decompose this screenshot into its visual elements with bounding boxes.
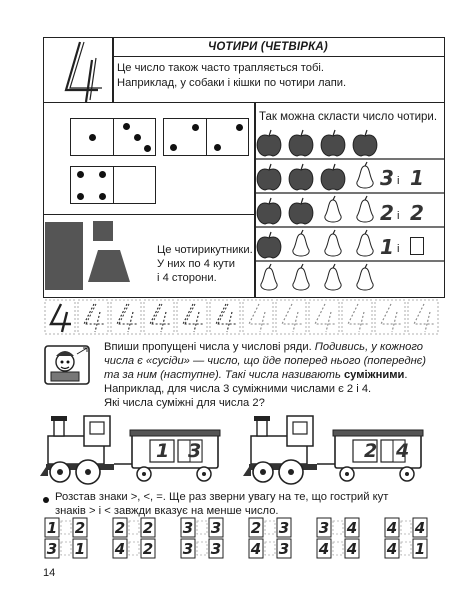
neighbors-line-3: та за ним (наступне). Такі числа називають суміжними. bbox=[104, 369, 408, 381]
apple-icon bbox=[353, 130, 377, 156]
sign-slot bbox=[333, 542, 343, 555]
train-1-wagon-left: 1 bbox=[156, 440, 170, 462]
pear-icon bbox=[325, 196, 341, 222]
header-divider bbox=[112, 37, 114, 103]
compare-digit: 4 bbox=[346, 540, 358, 558]
compare-digit: 4 bbox=[386, 519, 398, 537]
compare-digit: 3 bbox=[278, 519, 290, 537]
compare-pair[interactable] bbox=[113, 539, 155, 558]
sign-slot bbox=[129, 521, 139, 534]
neighbors-line-3-italic: та за ним (наступне). Такі числа називають bbox=[104, 369, 344, 381]
compare-pair[interactable] bbox=[317, 539, 359, 558]
apple-icon bbox=[321, 130, 345, 156]
pear-icon bbox=[293, 264, 309, 290]
writing-cell[interactable] bbox=[408, 300, 438, 334]
sign-slot bbox=[197, 542, 207, 555]
compare-digit: 4 bbox=[346, 519, 358, 537]
intro-line-2: Наприклад, у собаки і кішки по чотири лапи. bbox=[117, 77, 347, 89]
writing-cell[interactable] bbox=[177, 300, 207, 334]
compare-digit: 4 bbox=[386, 540, 398, 558]
pear-icon bbox=[261, 264, 277, 290]
pear-icon bbox=[357, 264, 373, 290]
domino-1 bbox=[70, 118, 156, 156]
compare-digit: 4 bbox=[318, 540, 330, 558]
compare-digit: 3 bbox=[182, 519, 194, 537]
writing-cell[interactable] bbox=[210, 300, 240, 334]
pear-icon bbox=[325, 264, 341, 290]
sign-slot bbox=[401, 542, 411, 555]
pear-icon bbox=[357, 162, 373, 188]
wagon bbox=[130, 430, 220, 481]
sign-slot bbox=[197, 521, 207, 534]
neighbors-line-2: числа є «сусіди» — число, що йде поперед нього (попереднє) bbox=[104, 355, 426, 367]
sign-slot bbox=[265, 521, 275, 534]
compare-pair[interactable] bbox=[249, 518, 291, 537]
shapes-line-3: і 4 сторони. bbox=[157, 272, 217, 284]
domino-3 bbox=[70, 166, 156, 204]
writing-cell[interactable] bbox=[276, 300, 306, 334]
writing-cell[interactable] bbox=[243, 300, 273, 334]
compose-row1-conj: і bbox=[397, 175, 400, 187]
compose-heading: Так можна скласти число чотири. bbox=[259, 111, 438, 123]
apple-icon bbox=[257, 130, 281, 156]
compose-row3-conj: і bbox=[397, 243, 400, 255]
sign-slot bbox=[265, 542, 275, 555]
header-title-rule bbox=[112, 56, 445, 57]
locomotive bbox=[243, 416, 317, 484]
apple-icon bbox=[289, 164, 313, 190]
trapezoid-shape bbox=[88, 250, 132, 284]
compare-digit: 1 bbox=[414, 540, 426, 558]
compose-row1-b: 1 bbox=[410, 166, 424, 190]
shapes-line-1: Це чотирикутники. bbox=[157, 244, 253, 256]
sign-slot bbox=[129, 542, 139, 555]
rectangle-shape bbox=[45, 222, 83, 290]
apple-icon bbox=[257, 232, 281, 258]
compare-digit: 4 bbox=[250, 540, 262, 558]
apple-icon bbox=[289, 198, 313, 224]
compare-digit: 4 bbox=[414, 519, 426, 537]
neighbors-line-1-italic: Подивись, у кожного bbox=[314, 341, 423, 353]
compare-line-1: Розстав знаки >, <, =. Ще раз зверни увагу на те, що гострий кут bbox=[55, 491, 389, 503]
domino-2 bbox=[163, 118, 249, 156]
sign-slot bbox=[401, 521, 411, 534]
compare-digit: 3 bbox=[318, 519, 330, 537]
compare-digit: 4 bbox=[114, 540, 126, 558]
pear-icon bbox=[325, 230, 341, 256]
writing-cell[interactable] bbox=[111, 300, 141, 334]
locomotive bbox=[40, 416, 114, 484]
train-2-wagon-right: 4 bbox=[396, 440, 410, 462]
writing-cell[interactable] bbox=[309, 300, 339, 334]
wagon bbox=[333, 430, 423, 481]
apple-icon bbox=[321, 164, 345, 190]
sign-slot bbox=[61, 521, 71, 534]
compose-row1-a: 3 bbox=[380, 166, 394, 190]
compare-digit: 3 bbox=[210, 519, 222, 537]
bullet bbox=[43, 497, 49, 503]
writing-cell[interactable] bbox=[342, 300, 372, 334]
writing-cell[interactable] bbox=[375, 300, 405, 334]
compare-pair[interactable] bbox=[249, 539, 291, 558]
compare-pair[interactable] bbox=[113, 518, 155, 537]
compare-line-2: знаків > і < завжди вказує на менше число. bbox=[55, 505, 279, 517]
neighbors-line-5: Які числа суміжні для числа 2? bbox=[104, 397, 265, 409]
boy-reading-icon bbox=[43, 342, 91, 386]
compare-pair[interactable] bbox=[317, 518, 359, 537]
square-shape bbox=[93, 221, 113, 241]
writing-cell[interactable] bbox=[78, 300, 108, 334]
neighbors-line-1 bbox=[104, 340, 423, 354]
neighbors-line-4: Наприклад, для числа 3 суміжними числами є 2 і 4. bbox=[104, 383, 372, 395]
sign-slot bbox=[61, 542, 71, 555]
pear-icon bbox=[293, 230, 309, 256]
writing-cell[interactable] bbox=[45, 300, 75, 334]
big-four-glyph bbox=[58, 40, 108, 102]
compare-digit: 1 bbox=[74, 540, 86, 558]
writing-cell[interactable] bbox=[144, 300, 174, 334]
shapes-line-2: У них по 4 кути bbox=[157, 258, 236, 270]
compare-pair[interactable] bbox=[181, 518, 223, 537]
compare-digit: 2 bbox=[250, 519, 262, 537]
compare-digit: 1 bbox=[46, 519, 58, 537]
compare-digit: 2 bbox=[114, 519, 126, 537]
compare-pair[interactable] bbox=[45, 539, 87, 558]
apple-icon bbox=[257, 164, 281, 190]
sign-slot bbox=[333, 521, 343, 534]
neighbors-term: суміжними bbox=[343, 369, 405, 381]
compare-digit: 3 bbox=[46, 540, 58, 558]
compare-pair[interactable] bbox=[385, 539, 427, 558]
compare-digit: 3 bbox=[210, 540, 222, 558]
pear-icon bbox=[357, 230, 373, 256]
train-2-wagon-left: 2 bbox=[364, 440, 378, 462]
compose-row3-answer-box[interactable] bbox=[410, 237, 424, 255]
page-title: ЧОТИРИ (ЧЕТВІРКА) bbox=[208, 41, 328, 53]
compare-pair[interactable] bbox=[385, 518, 427, 537]
pear-icon bbox=[357, 196, 373, 222]
train-1-wagon-right: 3 bbox=[188, 440, 202, 462]
compare-pair[interactable] bbox=[181, 539, 223, 558]
compose-row2-conj: і bbox=[397, 210, 400, 222]
neighbors-line-1-plain: Впиши пропущені числа у числові ряди. bbox=[104, 341, 315, 353]
apple-icon bbox=[257, 198, 281, 224]
compare-digit: 2 bbox=[142, 519, 154, 537]
apple-icon bbox=[289, 130, 313, 156]
page-number: 14 bbox=[43, 567, 56, 579]
compose-row2-b: 2 bbox=[410, 201, 424, 225]
compare-digit: 3 bbox=[182, 540, 194, 558]
compose-row3-a: 1 bbox=[380, 235, 394, 259]
writing-practice-row bbox=[43, 298, 445, 338]
compare-pair[interactable] bbox=[45, 518, 87, 537]
compare-grid bbox=[43, 518, 448, 560]
compose-row2-a: 2 bbox=[380, 201, 394, 225]
compare-digit: 2 bbox=[74, 519, 86, 537]
compare-digit: 2 bbox=[142, 540, 154, 558]
intro-line-1: Це число також часто трапляється тобі. bbox=[117, 62, 325, 74]
compare-digit: 3 bbox=[278, 540, 290, 558]
